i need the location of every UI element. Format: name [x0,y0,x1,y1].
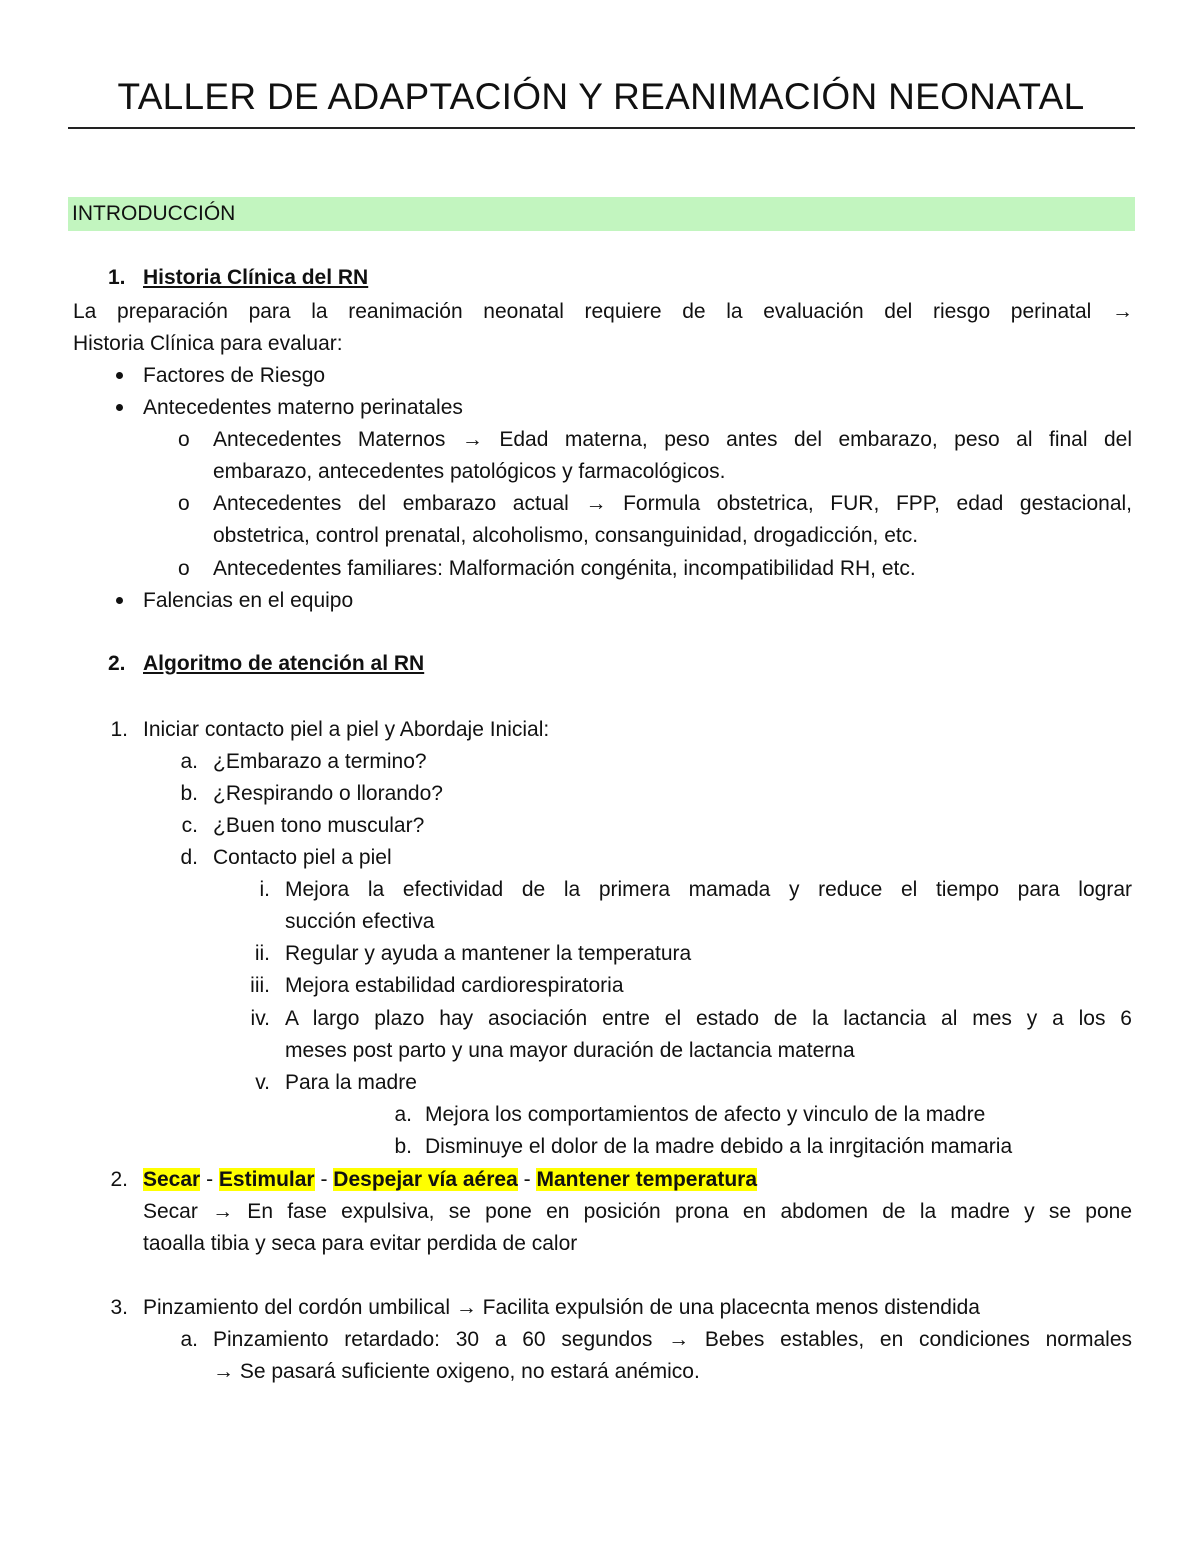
list-item: Antecedentes del embarazo actual → Formula obstetrica, FUR, FPP, edad gestacional, [213,492,1132,515]
list-marker: iv. [250,1007,270,1030]
heading-number-1: 1. [108,266,126,289]
bullet-icon [116,372,123,379]
bullet-icon [116,597,123,604]
list-item: Contacto piel a piel [213,846,392,869]
highlight-estimular: Estimular [218,1168,315,1191]
list-item-continuation: meses post parto y una mayor duración de lactancia materna [285,1039,855,1062]
list-item: ¿Respirando o llorando? [213,782,443,805]
paragraph-line: Secar → En fase expulsiva, se pone en posición prona en abdomen de la madre y se pone [143,1200,1132,1223]
list-item-continuation: succión efectiva [285,910,435,933]
list-marker: b. [394,1135,412,1158]
list-item: Mejora estabilidad cardiorespiratoria [285,974,624,997]
list-marker: d. [180,846,198,869]
list-marker: a. [180,1328,198,1351]
heading-algoritmo: Algoritmo de atención al RN [143,652,425,675]
list-marker: b. [180,782,198,805]
list-item: Pinzamiento retardado: 30 a 60 segundos → Bebes estables, en condiciones normales [213,1328,1132,1351]
highlighted-steps [143,1164,757,1196]
list-item: Falencias en el equipo [143,589,354,612]
heading-historia-clinica: Historia Clínica del RN [143,266,369,289]
section-heading-introduccion: INTRODUCCIÓN [68,197,1135,231]
highlight-secar: Secar [143,1168,201,1191]
list-item: Para la madre [285,1071,417,1094]
list-marker: c. [181,814,198,837]
list-marker: o [178,492,190,515]
list-marker: 3. [110,1296,128,1319]
document-title: TALLER DE ADAPTACIÓN Y REANIMACIÓN NEONATAL [117,76,1085,117]
list-item: Antecedentes familiares: Malformación congénita, incompatibilidad RH, etc. [213,557,916,580]
separator: - [523,1168,531,1191]
list-item: Disminuye el dolor de la madre debido a la inrgitación mamaria [425,1135,1013,1158]
heading-number-2: 2. [108,652,126,675]
highlight-despejar: Despejar vía aérea [333,1168,518,1191]
list-marker: a. [394,1103,412,1126]
list-item: Iniciar contacto piel a piel y Abordaje Inicial: [143,718,550,741]
list-item: Antecedentes materno perinatales [143,396,463,419]
list-marker: i. [259,878,270,901]
list-marker: v. [255,1071,270,1094]
list-marker: 2. [110,1168,128,1191]
list-item: A largo plazo hay asociación entre el estado de la lactancia al mes y a los 6 [285,1007,1132,1030]
list-item: Regular y ayuda a mantener la temperatura [285,942,692,965]
list-item-continuation: obstetrica, control prenatal, alcoholismo, consanguinidad, drogadicción, etc. [213,524,919,547]
separator: - [320,1168,328,1191]
separator: - [206,1168,214,1191]
list-marker: 1. [110,718,128,741]
paragraph-line: taoalla tibia y seca para evitar perdida de calor [143,1232,578,1255]
list-item: Factores de Riesgo [143,364,326,387]
list-item: Mejora los comportamientos de afecto y vinculo de la madre [425,1103,986,1126]
list-marker: o [178,557,190,580]
list-item: ¿Embarazo a termino? [213,750,427,773]
highlight-mantener: Mantener temperatura [536,1168,758,1191]
list-item: ¿Buen tono muscular? [213,814,425,837]
list-marker: ii. [254,942,270,965]
list-item: Mejora la efectividad de la primera mamada y reduce el tiempo para lograr [285,878,1132,901]
list-marker: o [178,428,190,451]
list-item: Antecedentes Maternos → Edad materna, peso antes del embarazo, peso al final del [213,428,1132,451]
list-item-continuation: → Se pasará suficiente oxigeno, no estará anémico. [213,1360,700,1383]
list-marker: a. [180,750,198,773]
list-item: Pinzamiento del cordón umbilical → Facilita expulsión de una placecnta menos distendida [143,1296,980,1319]
title-underline [68,127,1135,129]
bullet-icon [116,404,123,411]
list-marker: iii. [250,974,270,997]
paragraph-line: Historia Clínica para evaluar: [73,332,343,355]
list-item-continuation: embarazo, antecedentes patológicos y farmacológicos. [213,460,726,483]
paragraph-line: La preparación para la reanimación neonatal requiere de la evaluación del riesgo perinatal → [73,300,1133,323]
